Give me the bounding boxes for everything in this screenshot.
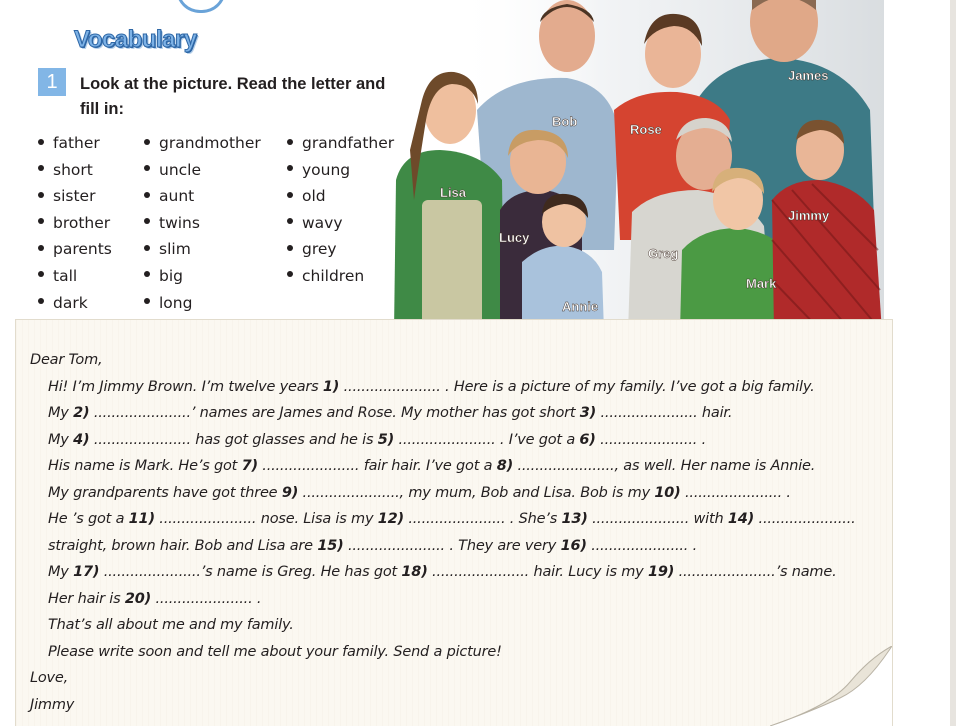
letter-text: Hi! I’m Jimmy Brown. I’m twelve years	[48, 378, 323, 395]
vocab-word	[287, 263, 394, 290]
family-photo	[392, 0, 884, 332]
bullet-icon	[38, 218, 44, 224]
letter-text: ......................’ names are James and Rose. My mother has got short	[89, 405, 580, 421]
gap-number: 10)	[654, 484, 681, 501]
letter-line	[30, 533, 890, 560]
label-lucy: Lucy	[499, 230, 530, 245]
bullet-icon	[287, 218, 293, 224]
word-list-column-3	[287, 130, 394, 290]
bullet-icon	[144, 245, 150, 251]
letter-line	[30, 586, 890, 613]
vocab-word	[38, 236, 112, 263]
letter-text: ......................’s name is Greg. He has got	[99, 564, 402, 580]
vocab-word	[144, 263, 261, 290]
label-james: James	[788, 68, 829, 83]
bullet-icon	[144, 298, 150, 304]
vocab-word	[287, 236, 394, 263]
bullet-icon	[144, 271, 150, 277]
letter-line	[30, 639, 890, 666]
vocab-word	[144, 157, 261, 184]
letter-text: ...................... .	[595, 431, 706, 448]
bullet-icon	[38, 298, 44, 304]
letter-text: ...................... fair hair. I’ve got a	[257, 458, 497, 474]
letter-text: ...................... . She’s	[403, 511, 562, 527]
gap-number: 5)	[377, 431, 395, 448]
exercise-number-badge: 1	[38, 68, 66, 96]
vocab-word	[38, 157, 112, 184]
label-jimmy: Jimmy	[788, 208, 830, 223]
gap-number: 4)	[73, 431, 90, 448]
bullet-icon	[287, 245, 293, 251]
vocabulary-heading: Vocabulary	[74, 26, 197, 53]
letter-line	[30, 453, 890, 480]
gap-number: 20)	[124, 590, 152, 607]
vocab-word-text: tall	[53, 266, 78, 285]
letter-text: My grandparents have got three	[48, 484, 282, 501]
letter-text: ...................... . I’ve got a	[394, 431, 580, 448]
vocab-word-text: twins	[159, 213, 200, 232]
bullet-icon	[38, 139, 44, 145]
gap-number: 18)	[401, 564, 428, 580]
bullet-icon	[38, 192, 44, 198]
vocab-word	[38, 183, 112, 210]
letter-text: ......................, as well. Her name is Annie.	[513, 458, 816, 474]
gap-number: 17)	[73, 564, 100, 580]
letter-text: My	[48, 564, 74, 580]
bullet-icon	[144, 165, 150, 171]
gap-number: 1)	[322, 378, 340, 395]
letter-line	[30, 559, 890, 586]
gap-number: 6)	[579, 431, 596, 448]
letter-text: ...................... .	[680, 484, 791, 501]
letter-line	[30, 427, 890, 454]
letter-text: ...................... hair.	[596, 405, 733, 421]
gap-number: 16)	[560, 537, 587, 554]
vocab-word-text: young	[302, 160, 351, 179]
letter-line	[30, 480, 890, 507]
letter-greeting: Dear Tom,	[30, 352, 103, 368]
vocab-word	[287, 183, 394, 210]
letter-text: ......................	[754, 511, 856, 527]
letter-text: ......................’s name.	[674, 564, 837, 580]
vocab-word	[287, 130, 394, 157]
letter-line	[30, 400, 890, 427]
letter-body	[30, 347, 890, 718]
vocab-word-text: dark	[53, 293, 88, 312]
bullet-icon	[287, 271, 293, 277]
vocab-word	[287, 157, 394, 184]
letter-text: straight, brown hair. Bob and Lisa are	[48, 537, 318, 554]
gap-number: 14)	[727, 511, 755, 527]
vocab-word-text: long	[159, 293, 193, 312]
bullet-icon	[38, 245, 44, 251]
vocab-word-text: aunt	[159, 187, 195, 206]
label-lisa: Lisa	[440, 185, 467, 200]
letter-text: My	[48, 405, 74, 421]
letter-signature: Jimmy	[30, 696, 75, 713]
vocab-word-text: grey	[302, 240, 337, 259]
bullet-icon	[144, 192, 150, 198]
label-greg: Greg	[648, 246, 679, 261]
bullet-icon	[144, 218, 150, 224]
bullet-icon	[38, 165, 44, 171]
page-edge-rule	[950, 0, 956, 726]
vocab-word-text: slim	[159, 240, 191, 259]
label-bob: Bob	[552, 114, 578, 129]
letter-text: ...................... nose. Lisa is my	[154, 511, 378, 527]
word-list-column-2	[144, 130, 261, 316]
letter-text: ...................... hair. Lucy is my	[427, 564, 648, 580]
gap-number: 8)	[496, 458, 514, 474]
vocab-word	[144, 130, 261, 157]
letter-text: ...................... .	[586, 537, 698, 554]
vocab-word-text: uncle	[159, 160, 202, 179]
letter-text: ......................, my mum, Bob and Lisa. Bob is my	[298, 484, 655, 501]
bullet-icon	[287, 165, 293, 171]
vocab-word-text: big	[159, 266, 183, 285]
vocab-word-text: grandfather	[302, 134, 395, 152]
vocab-word	[38, 210, 112, 237]
vocab-word	[144, 290, 261, 317]
letter-text: ...................... . They are very	[343, 537, 561, 554]
letter-text: ...................... .	[151, 590, 262, 607]
gap-number: 19)	[647, 564, 675, 580]
vocab-word	[287, 210, 394, 237]
letter-text: That’s all about me and my family.	[48, 617, 294, 633]
bullet-icon	[287, 192, 293, 198]
letter-line	[30, 374, 890, 401]
vocab-word-text: grandmother	[159, 134, 261, 152]
letter-text: He ’s got a	[48, 511, 129, 527]
label-rose: Rose	[630, 122, 662, 137]
exercise-instruction: Look at the picture. Read the letter and fill in:	[80, 75, 386, 118]
word-list-column-1	[38, 130, 112, 316]
gap-number: 13)	[561, 511, 588, 527]
vocab-word	[144, 183, 261, 210]
letter-text: Her hair is	[48, 590, 125, 607]
gap-number: 7)	[241, 458, 258, 474]
bullet-icon	[287, 139, 293, 145]
vocab-word-text: short	[53, 160, 93, 179]
vocab-word-text: parents	[53, 240, 112, 259]
section-ring-decoration	[176, 0, 226, 13]
vocab-word-text: children	[302, 266, 365, 285]
vocab-word-text: wavy	[302, 213, 343, 232]
vocab-word-text: sister	[53, 187, 96, 206]
gap-number: 9)	[281, 484, 299, 501]
gap-number: 3)	[579, 405, 597, 421]
letter-text: ...................... with	[587, 511, 728, 527]
letter-text: ...................... has got glasses and he is	[89, 431, 378, 448]
letter-text: My	[48, 431, 74, 448]
bullet-icon	[38, 271, 44, 277]
vocab-word	[144, 236, 261, 263]
vocab-word	[144, 210, 261, 237]
letter-lines	[30, 374, 890, 666]
letter-text: His name is Mark. He’s got	[48, 458, 242, 474]
gap-number: 12)	[377, 511, 404, 527]
bullet-icon	[144, 139, 150, 145]
gap-number: 11)	[128, 511, 155, 527]
label-mark: Mark	[746, 276, 777, 291]
letter-line	[30, 506, 890, 533]
vocab-word	[38, 130, 112, 157]
vocab-word-text: brother	[53, 213, 111, 232]
letter-text: ...................... . Here is a picture of my family. I’ve got a big family.	[339, 378, 815, 395]
vocab-word-text: father	[53, 134, 100, 152]
gap-number: 15)	[317, 537, 344, 554]
letter-text: Please write soon and tell me about your family. Send a picture!	[48, 643, 502, 660]
gap-number: 2)	[73, 405, 90, 421]
label-annie: Annie	[562, 299, 599, 314]
letter-line	[30, 612, 890, 639]
vocab-word-text: old	[302, 187, 326, 206]
vocab-word	[38, 263, 112, 290]
letter-closing: Love,	[30, 670, 69, 686]
vocab-word	[38, 290, 112, 317]
